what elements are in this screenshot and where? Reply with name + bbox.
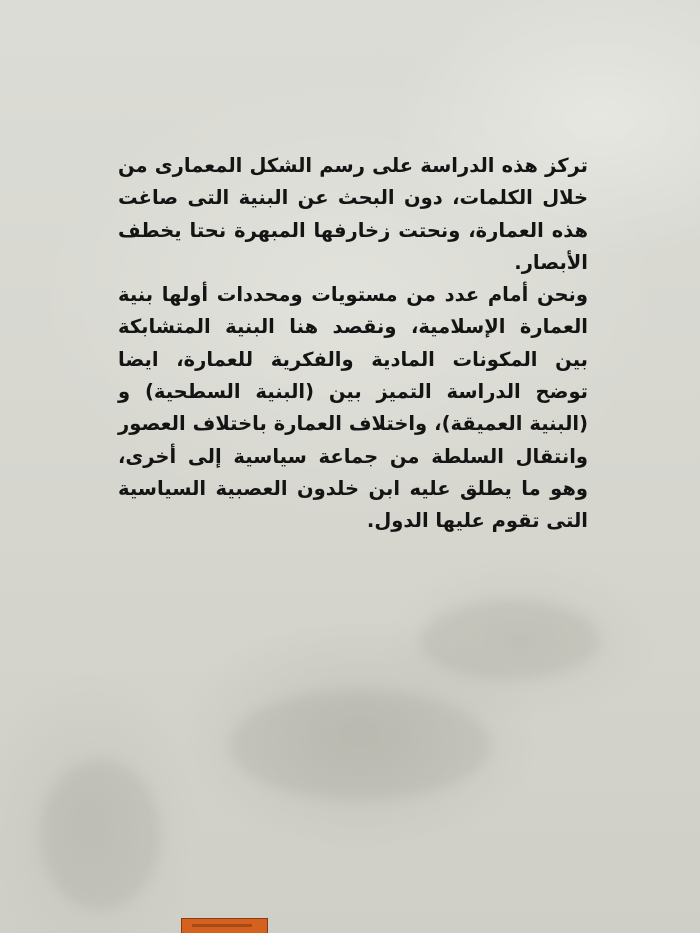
stain-mark: [40, 760, 160, 910]
blurb-paragraph-2: ونحن أمام عدد من مستويات ومحددات أولها بنية العمارة الإسلامية، ونقصد هنا البنية المتشابكة بين المكونات المادية والفكرية للعمارة، ايضا توضح الدراسة التميز بين (البنية السطحية) و (البنية العميقة)، واختلاف العمارة باختلاف العصور وانتقال السلطة من جماعة سياسية إلى أخرى، وهو ما يطلق عليه ابن خلدون العصبية السياسية التى تقوم عليها الدول.: [118, 283, 588, 533]
stain-mark: [420, 600, 600, 680]
stain-mark: [230, 690, 490, 800]
price-sticker: [181, 918, 268, 933]
blurb-paragraph-1: تركز هذه الدراسة على رسم الشكل المعمارى من خلال الكلمات، دون البحث عن البنية التى صاغت هذه العمارة، ونحتت زخارفها المبهرة نحتا يخطف الأبصار.: [118, 154, 588, 274]
blurb-text: [118, 150, 588, 538]
